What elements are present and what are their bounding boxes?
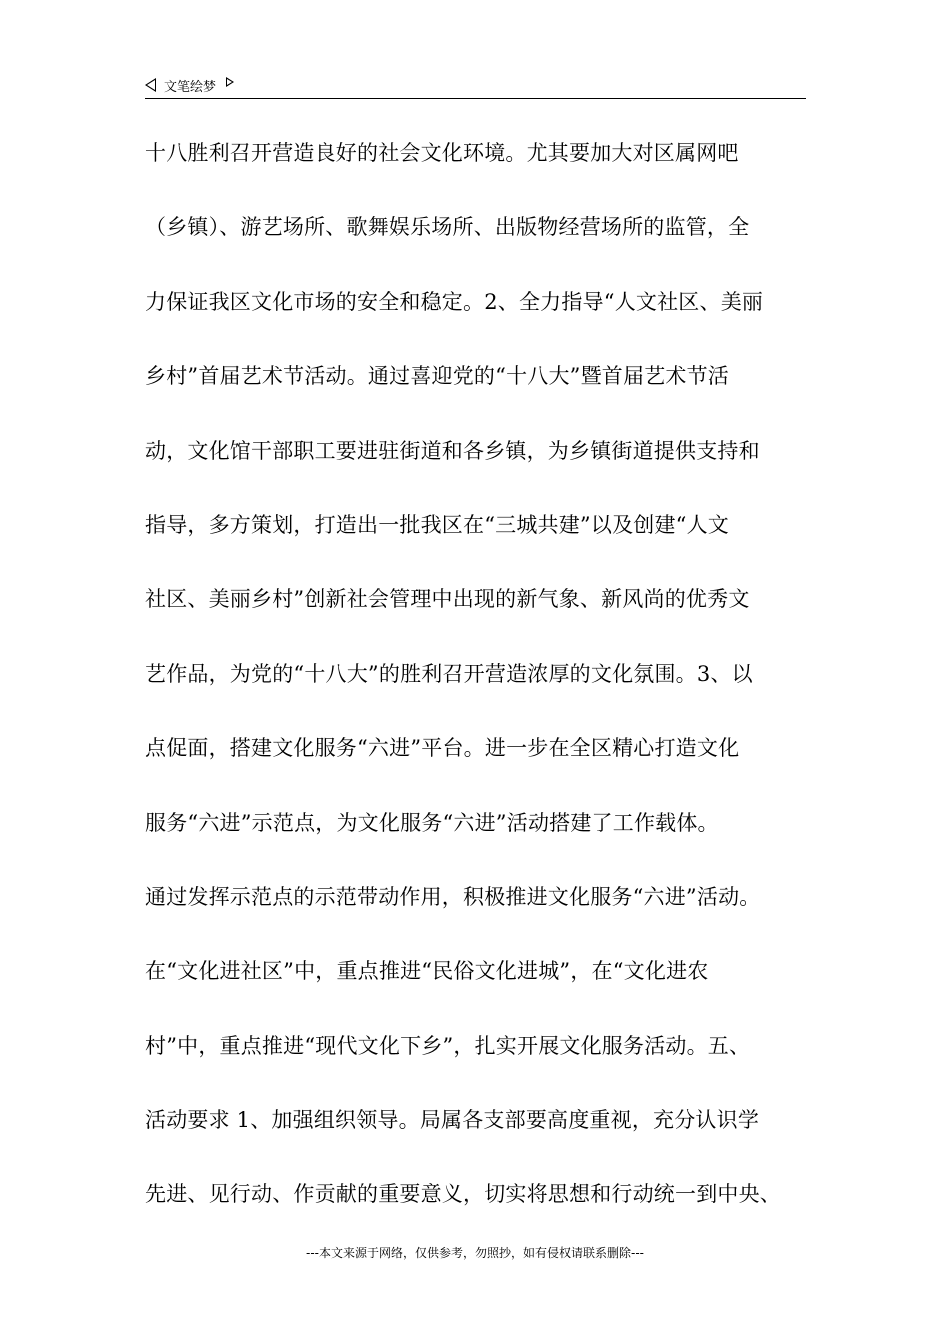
text-line: 乡村”首届艺术节活动。通过喜迎党的“十八大”暨首届艺术节活 [145,364,730,389]
document-body [145,130,809,1246]
text-line: 村”中，重点推进“现代文化下乡”，扎实开展文化服务活动。五、 [145,1033,751,1058]
text-line: 社区、美丽乡村”创新社会管理中出现的新气象、新风尚的优秀文 [145,587,750,612]
text-line: 通过发挥示范点的示范带动作用，积极推进文化服务“六进”活动。 [145,884,761,909]
text-line: 点促面，搭建文化服务“六进”平台。进一步在全区精心打造文化 [145,736,740,761]
page-header [145,72,234,98]
text-line: 指导，多方策划，打造出一批我区在“三城共建”以及创建“人文 [145,512,730,537]
text-line: 力保证我区文化市场的安全和稳定。2、全力指导“人文社区、美丽 [145,289,764,314]
triangle-left-icon [145,78,156,92]
text-line: 动，文化馆干部职工要进驻街道和各乡镇，为乡镇街道提供支持和 [145,438,760,463]
text-line: 先进、见行动、作贡献的重要意义，切实将思想和行动统一到中央、 [145,1182,781,1207]
header-title: 文笔绘梦 [164,79,217,95]
footer-notice: ---本文来源于网络，仅供参考，勿照抄，如有侵权请联系删除--- [306,1246,644,1260]
header-divider [145,98,806,99]
triangle-right-icon [226,77,234,87]
text-line: 在“文化进社区”中，重点推进“民俗文化进城”，在“文化进农 [145,959,709,984]
text-line: 服务“六进”示范点，为文化服务“六进”活动搭建了工作载体。 [145,810,719,835]
text-line: 十八胜利召开营造良好的社会文化环境。尤其要加大对区属网吧 [145,141,739,165]
text-line: 艺作品，为党的“十八大”的胜利召开营造浓厚的文化氛围。3、以 [145,661,753,686]
text-line: （乡镇）、游艺场所、歌舞娱乐场所、出版物经营场所的监管，全 [145,215,750,240]
text-line: 活动要求 1、加强组织领导。局属各支部要高度重视，充分认识学 [145,1108,760,1133]
